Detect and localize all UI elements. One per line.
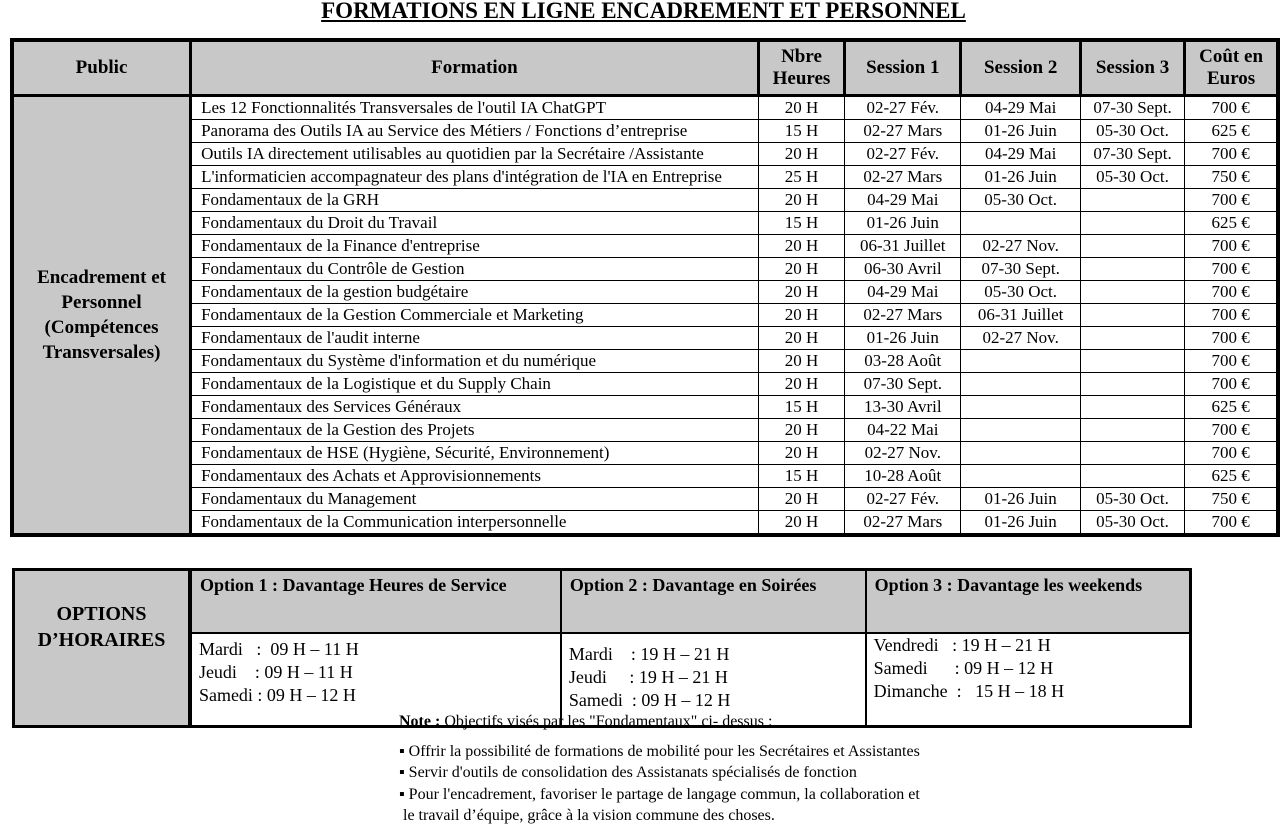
note-bullet: ▪ Offrir la possibilité de formations de mobilité pour les Secrétaires et Assistantes: [399, 741, 920, 763]
session2-cell: [961, 350, 1080, 373]
session1-cell: 02-27 Nov.: [845, 442, 961, 465]
formation-cell: L'informaticien accompagnateur des plans d'intégration de l'IA en Entreprise: [191, 166, 759, 189]
session2-cell: 07-30 Sept.: [961, 258, 1080, 281]
cout-cell: 625 €: [1185, 212, 1278, 235]
public-cell: [12, 96, 191, 536]
note-bullets: [399, 741, 920, 827]
schedule-line: Samedi : 09 H – 12 H: [568, 690, 731, 710]
session1-cell: 10-28 Août: [845, 465, 961, 488]
session3-cell: 05-30 Oct.: [1080, 511, 1184, 536]
cout-cell: 700 €: [1185, 143, 1278, 166]
heures-cell: 15 H: [758, 396, 844, 419]
session2-cell: [961, 465, 1080, 488]
cout-cell: 700 €: [1185, 350, 1278, 373]
cout-cell: 700 €: [1185, 189, 1278, 212]
formation-cell: Fondamentaux des Services Généraux: [191, 396, 759, 419]
schedule-line: Dimanche : 15 H – 18 H: [873, 681, 1065, 701]
session3-cell: 05-30 Oct.: [1080, 166, 1184, 189]
session2-cell: [961, 373, 1080, 396]
session3-cell: [1080, 327, 1184, 350]
table-row: [12, 511, 1278, 536]
session3-cell: [1080, 396, 1184, 419]
session1-cell: 02-27 Fév.: [845, 96, 961, 120]
session2-cell: [961, 442, 1080, 465]
session3-cell: [1080, 189, 1184, 212]
cout-cell: 700 €: [1185, 258, 1278, 281]
session3-cell: 05-30 Oct.: [1080, 120, 1184, 143]
session3-cell: [1080, 258, 1184, 281]
table-row: [12, 327, 1278, 350]
heures-cell: 20 H: [758, 419, 844, 442]
table-row: [12, 465, 1278, 488]
options-label: OPTIONS D’HORAIRES: [14, 570, 190, 727]
session1-cell: 01-26 Juin: [845, 327, 961, 350]
session2-cell: 02-27 Nov.: [961, 235, 1080, 258]
formation-cell: Fondamentaux des Achats et Approvisionnements: [191, 465, 759, 488]
public-line: Encadrement et: [37, 267, 166, 288]
session1-cell: 06-30 Avril: [845, 258, 961, 281]
cout-cell: 700 €: [1185, 442, 1278, 465]
table-row: [12, 235, 1278, 258]
schedule-line: Vendredi : 19 H – 21 H: [873, 635, 1051, 655]
formation-cell: Fondamentaux du Droit du Travail: [191, 212, 759, 235]
table-row: [12, 120, 1278, 143]
formation-cell: Panorama des Outils IA au Service des Métiers / Fonctions d’entreprise: [191, 120, 759, 143]
session1-cell: 01-26 Juin: [845, 212, 961, 235]
session1-cell: 02-27 Fév.: [845, 143, 961, 166]
table-row: [12, 166, 1278, 189]
header-session2: Session 2: [961, 40, 1080, 96]
session1-cell: 07-30 Sept.: [845, 373, 961, 396]
session3-cell: [1080, 281, 1184, 304]
table-row: [12, 488, 1278, 511]
session1-cell: 02-27 Mars: [845, 511, 961, 536]
table-body: [12, 96, 1278, 536]
session2-cell: 01-26 Juin: [961, 488, 1080, 511]
heures-cell: 20 H: [758, 304, 844, 327]
formation-cell: Fondamentaux du Management: [191, 488, 759, 511]
session3-cell: [1080, 442, 1184, 465]
note-heading: Note : Objectifs visés par les "Fondamentaux" ci- dessus :: [399, 713, 773, 730]
session1-cell: 04-29 Mai: [845, 189, 961, 212]
session1-cell: 02-27 Mars: [845, 120, 961, 143]
header-public: Public: [12, 40, 191, 96]
heures-cell: 25 H: [758, 166, 844, 189]
session2-cell: 01-26 Juin: [961, 166, 1080, 189]
session2-cell: 04-29 Mai: [961, 143, 1080, 166]
formation-cell: Fondamentaux de la Communication interpersonnelle: [191, 511, 759, 536]
session2-cell: 04-29 Mai: [961, 96, 1080, 120]
option-1-title: Option 1 : Davantage Heures de Service: [190, 570, 561, 634]
public-line: Transversales): [42, 342, 161, 363]
session3-cell: [1080, 373, 1184, 396]
formation-cell: Fondamentaux du Système d'information et du numérique: [191, 350, 759, 373]
schedule-line: Jeudi : 19 H – 21 H: [568, 667, 728, 687]
session2-cell: [961, 212, 1080, 235]
heures-cell: 15 H: [758, 120, 844, 143]
schedule-line: Mardi : 19 H – 21 H: [568, 644, 730, 664]
table-row: [12, 212, 1278, 235]
formation-cell: Fondamentaux de la Finance d'entreprise: [191, 235, 759, 258]
table-row: [12, 258, 1278, 281]
page-title: FORMATIONS EN LIGNE ENCADREMENT ET PERSONNEL: [321, 0, 966, 23]
formation-cell: Fondamentaux du Contrôle de Gestion: [191, 258, 759, 281]
table-row: [12, 396, 1278, 419]
table-row: [12, 143, 1278, 166]
heures-cell: 20 H: [758, 373, 844, 396]
session1-cell: 03-28 Août: [845, 350, 961, 373]
heures-cell: 20 H: [758, 442, 844, 465]
cout-cell: 700 €: [1185, 304, 1278, 327]
heures-cell: 20 H: [758, 258, 844, 281]
cout-cell: 700 €: [1185, 235, 1278, 258]
cout-cell: 700 €: [1185, 96, 1278, 120]
cout-cell: 700 €: [1185, 373, 1278, 396]
session1-cell: 06-31 Juillet: [845, 235, 961, 258]
formation-cell: Fondamentaux de la Logistique et du Supply Chain: [191, 373, 759, 396]
header-cout: Coût en Euros: [1185, 40, 1278, 96]
session2-cell: 01-26 Juin: [961, 120, 1080, 143]
session3-cell: 05-30 Oct.: [1080, 488, 1184, 511]
session3-cell: [1080, 304, 1184, 327]
table-row: [12, 373, 1278, 396]
table-header-row: [12, 40, 1278, 96]
session1-cell: 13-30 Avril: [845, 396, 961, 419]
cout-cell: 700 €: [1185, 281, 1278, 304]
cout-cell: 700 €: [1185, 327, 1278, 350]
schedule-line: Samedi : 09 H – 12 H: [198, 685, 356, 705]
note-bullet: ▪ Servir d'outils de consolidation des Assistanats spécialisés de fonction: [399, 762, 920, 784]
heures-cell: 20 H: [758, 96, 844, 120]
cout-cell: 625 €: [1185, 396, 1278, 419]
session2-cell: 02-27 Nov.: [961, 327, 1080, 350]
formation-cell: Fondamentaux de HSE (Hygiène, Sécurité, Environnement): [191, 442, 759, 465]
formation-cell: Fondamentaux de la GRH: [191, 189, 759, 212]
cout-cell: 700 €: [1185, 419, 1278, 442]
header-heures: Nbre Heures: [758, 40, 844, 96]
session3-cell: [1080, 235, 1184, 258]
note-bullet-continuation: le travail d’équipe, grâce à la vision commune des choses.: [403, 807, 775, 824]
schedule-line: Samedi : 09 H – 12 H: [873, 658, 1054, 678]
public-line: (Compétences: [44, 317, 159, 338]
session1-cell: 04-22 Mai: [845, 419, 961, 442]
heures-cell: 20 H: [758, 488, 844, 511]
header-formation: Formation: [191, 40, 759, 96]
option-3-title: Option 3 : Davantage les weekends: [866, 570, 1191, 634]
table-row: [12, 442, 1278, 465]
session1-cell: 04-29 Mai: [845, 281, 961, 304]
table-row: [12, 96, 1278, 120]
formation-cell: Fondamentaux de la Gestion des Projets: [191, 419, 759, 442]
session3-cell: 07-30 Sept.: [1080, 143, 1184, 166]
header-session3: Session 3: [1080, 40, 1184, 96]
table-row: [12, 350, 1278, 373]
cout-cell: 700 €: [1185, 511, 1278, 536]
schedule-line: Jeudi : 09 H – 11 H: [198, 662, 353, 682]
heures-cell: 20 H: [758, 235, 844, 258]
session2-cell: 05-30 Oct.: [961, 281, 1080, 304]
options-horaires-table: [12, 568, 1192, 728]
session2-cell: [961, 419, 1080, 442]
session3-cell: [1080, 350, 1184, 373]
note-block: [399, 711, 920, 827]
heures-cell: 15 H: [758, 212, 844, 235]
session1-cell: 02-27 Mars: [845, 166, 961, 189]
session3-cell: [1080, 212, 1184, 235]
formation-cell: Les 12 Fonctionnalités Transversales de l'outil IA ChatGPT: [191, 96, 759, 120]
cout-cell: 625 €: [1185, 465, 1278, 488]
session3-cell: [1080, 419, 1184, 442]
table-row: [12, 281, 1278, 304]
formation-cell: Outils IA directement utilisables au quotidien par la Secrétaire /Assistante: [191, 143, 759, 166]
cout-cell: 750 €: [1185, 488, 1278, 511]
session2-cell: 01-26 Juin: [961, 511, 1080, 536]
session3-cell: [1080, 465, 1184, 488]
heures-cell: 20 H: [758, 281, 844, 304]
table-row: [12, 189, 1278, 212]
cout-cell: 750 €: [1185, 166, 1278, 189]
header-session1: Session 1: [845, 40, 961, 96]
formation-cell: Fondamentaux de la gestion budgétaire: [191, 281, 759, 304]
session1-cell: 02-27 Fév.: [845, 488, 961, 511]
formation-cell: Fondamentaux de l'audit interne: [191, 327, 759, 350]
heures-cell: 20 H: [758, 327, 844, 350]
note-bullet: ▪ Pour l'encadrement, favoriser le partage de langage commun, la collaboration et: [399, 784, 920, 806]
schedule-line: Mardi : 09 H – 11 H: [198, 639, 359, 659]
session2-cell: [961, 396, 1080, 419]
heures-cell: 20 H: [758, 511, 844, 536]
cout-cell: 625 €: [1185, 120, 1278, 143]
public-line: Personnel: [61, 292, 142, 313]
formations-table: [10, 38, 1280, 537]
heures-cell: 20 H: [758, 350, 844, 373]
session3-cell: 07-30 Sept.: [1080, 96, 1184, 120]
table-row: [12, 419, 1278, 442]
heures-cell: 20 H: [758, 143, 844, 166]
table-row: [12, 304, 1278, 327]
formation-cell: Fondamentaux de la Gestion Commerciale et Marketing: [191, 304, 759, 327]
session2-cell: 05-30 Oct.: [961, 189, 1080, 212]
heures-cell: 20 H: [758, 189, 844, 212]
heures-cell: 15 H: [758, 465, 844, 488]
session1-cell: 02-27 Mars: [845, 304, 961, 327]
session2-cell: 06-31 Juillet: [961, 304, 1080, 327]
option-2-title: Option 2 : Davantage en Soirées: [561, 570, 866, 634]
